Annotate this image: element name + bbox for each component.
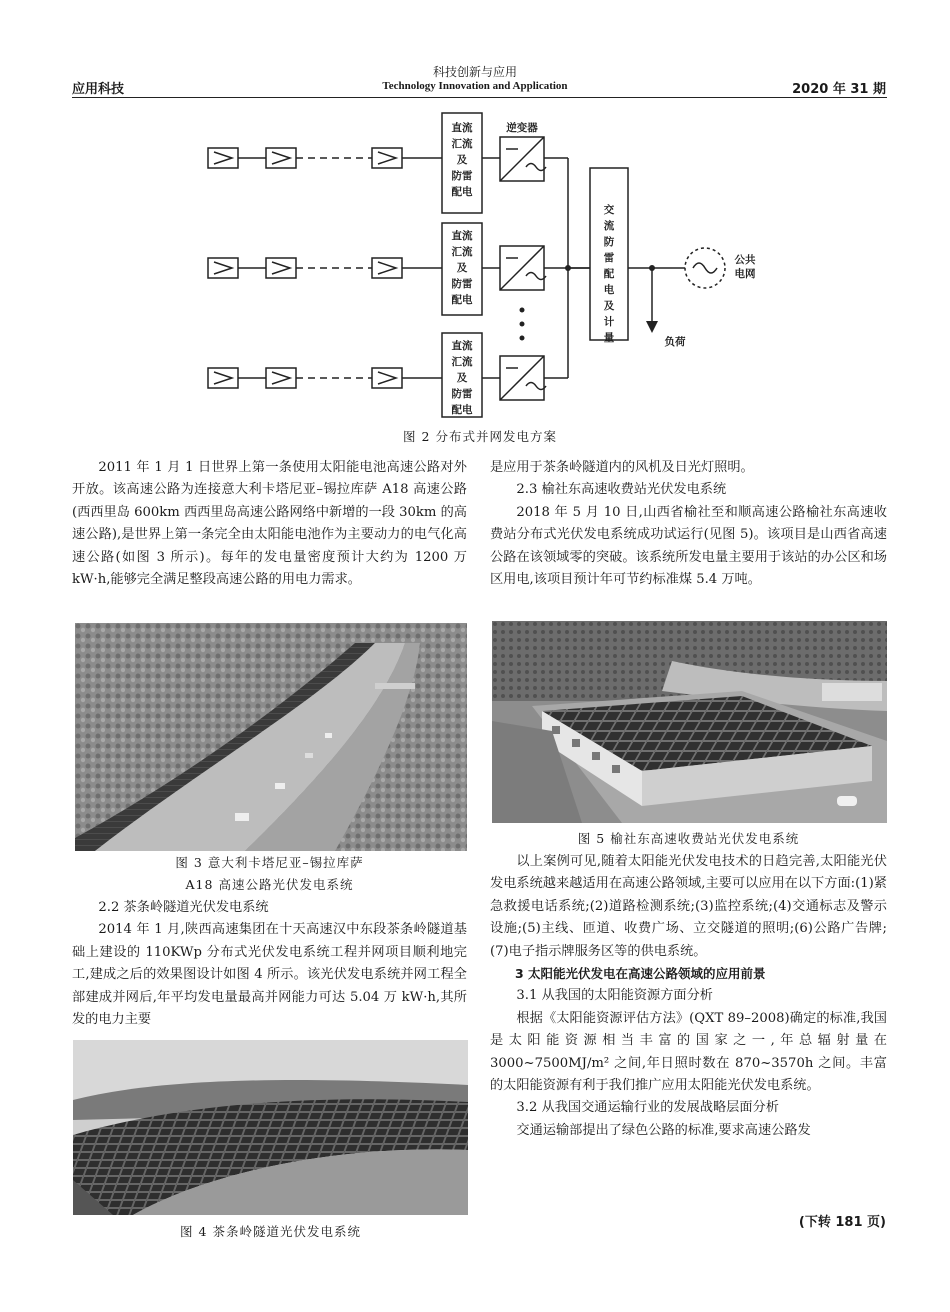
paragraph: 2018 年 5 月 10 日,山西省榆社至和顺高速公路榆社东高速收费站分布式光伏发电系统成功试运行(见图 5)。该项目是山西省高速公路在该领域零的突破。该系统所发电量主要用于该站的办公区和场区用电,该项目预计年可节约标准煤 5.4 万吨。 xyxy=(490,504,887,588)
section-2-2-heading: 2.2 茶条岭隧道光伏发电系统 xyxy=(98,900,269,915)
journal-title-en: Technology Innovation and Application xyxy=(382,80,568,92)
paragraph: 2014 年 1 月,陕西高速集团在十天高速汉中东段茶条岭隧道基础上建设的 110KWp 分布式光伏发电系统工程并网项目顺利地完工,建成之后的效果图设计如图 4 所示。该光伏发电系统并网工程全部建成并网后,年平均发电量最高并网能力可达 5.04 万 kW·h,其所发的电力主要 xyxy=(72,922,467,1028)
pv-row-1 xyxy=(208,148,442,168)
paragraph: 以上案例可见,随着太阳能光伏发电技术的日趋完善,太阳能光伏发电系统越来越适用在高速公路领域,主要可以应用在以下方面:(1)紧急救援电话系统;(2)道路检测系统;(3)监控系统;(4)交通标志及警示设施;(5)主线、匝道、收费广场、立交隧道的照明;(6)公路广告牌;(7)电子指示牌服务区等的供电系统。 xyxy=(490,854,887,959)
fig4-caption: 图 4 茶条岭隧道光伏发电系统 xyxy=(180,1224,361,1239)
fig5-caption: 图 5 榆社东高速收费站光伏发电系统 xyxy=(577,831,800,846)
header-rule xyxy=(72,97,887,98)
load-label: 负荷 xyxy=(664,336,686,348)
grid-connected-diagram xyxy=(200,105,760,423)
paragraph: 根据《太阳能资源评估方法》(QXT 89–2008)确定的标准,我国是太阳能资源相当丰富的国家之一,年总辐射量在 3000~7500MJ/m² 之间,年日照时数在 870~3570h 之间。丰富的太阳能资源有利于我们推广应用太阳能光伏发电系统。 xyxy=(490,1010,887,1094)
inverter-label: 逆变器 xyxy=(506,122,538,134)
fig3-photo xyxy=(75,623,467,851)
section-2-3-heading: 2.3 榆社东高速收费站光伏发电系统 xyxy=(516,482,727,498)
journal-title-cn: 科技创新与应用 xyxy=(432,65,517,79)
grid-label: 公共电网 xyxy=(734,254,756,280)
ac-box-label: 交流防雷配电及计量 xyxy=(603,204,615,344)
paragraph: 交通运输部提出了绿色公路的标准,要求高速公路发 xyxy=(516,1122,811,1138)
dc-box-3-label: 直流汇流及防雷配电 xyxy=(451,340,473,416)
fig3-caption xyxy=(72,852,467,896)
fig3-caption-line1: 图 3 意大利卡塔尼亚–锡拉库萨 xyxy=(175,855,364,870)
section-3-heading: 3 太阳能光伏发电在高速公路领域的应用前景 xyxy=(515,966,766,982)
left-column-bottom xyxy=(72,897,467,1031)
paragraph: 是应用于茶条岭隧道内的风机及日光灯照明。 xyxy=(490,460,754,475)
fig4-photo xyxy=(73,1040,468,1215)
pv-row-3 xyxy=(208,368,442,388)
journal-section: 应用科技 xyxy=(72,82,125,97)
fig5-photo xyxy=(492,621,887,823)
fig3-caption-line2: A18 高速公路光伏发电系统 xyxy=(185,877,354,892)
issue-number: 2020 年 31 期 xyxy=(792,82,886,97)
dc-box-1-label: 直流汇流及防雷配电 xyxy=(451,122,473,198)
section-3-1-heading: 3.1 从我国的太阳能资源方面分析 xyxy=(516,988,713,1004)
pv-row-2 xyxy=(208,258,442,278)
right-column-bottom xyxy=(490,851,887,1142)
continued-note: (下转 181 页) xyxy=(798,1215,886,1230)
fig2-caption: 图 2 分布式并网发电方案 xyxy=(403,429,557,444)
dc-box-2-label: 直流汇流及防雷配电 xyxy=(451,230,473,306)
left-column-top xyxy=(72,457,467,591)
paragraph: 2011 年 1 月 1 日世界上第一条使用太阳能电池高速公路对外开放。该高速公路为连接意大利卡塔尼亚–锡拉库萨 A18 高速公路(西西里岛 600km 西西里岛高速公路网络中新增的一段 30km 的高速公路),是世界上第一条完全由太阳能电池作为主要动力的电气化高速公路(如图 3 所示)。每年的发电量密度预计大约为 1200 万 kW·h,能够完全满足整段高速公路的用电力需求。 xyxy=(72,460,467,588)
section-3-2-heading: 3.2 从我国交通运输行业的发展战略层面分析 xyxy=(516,1100,779,1116)
right-column-top xyxy=(490,457,887,591)
